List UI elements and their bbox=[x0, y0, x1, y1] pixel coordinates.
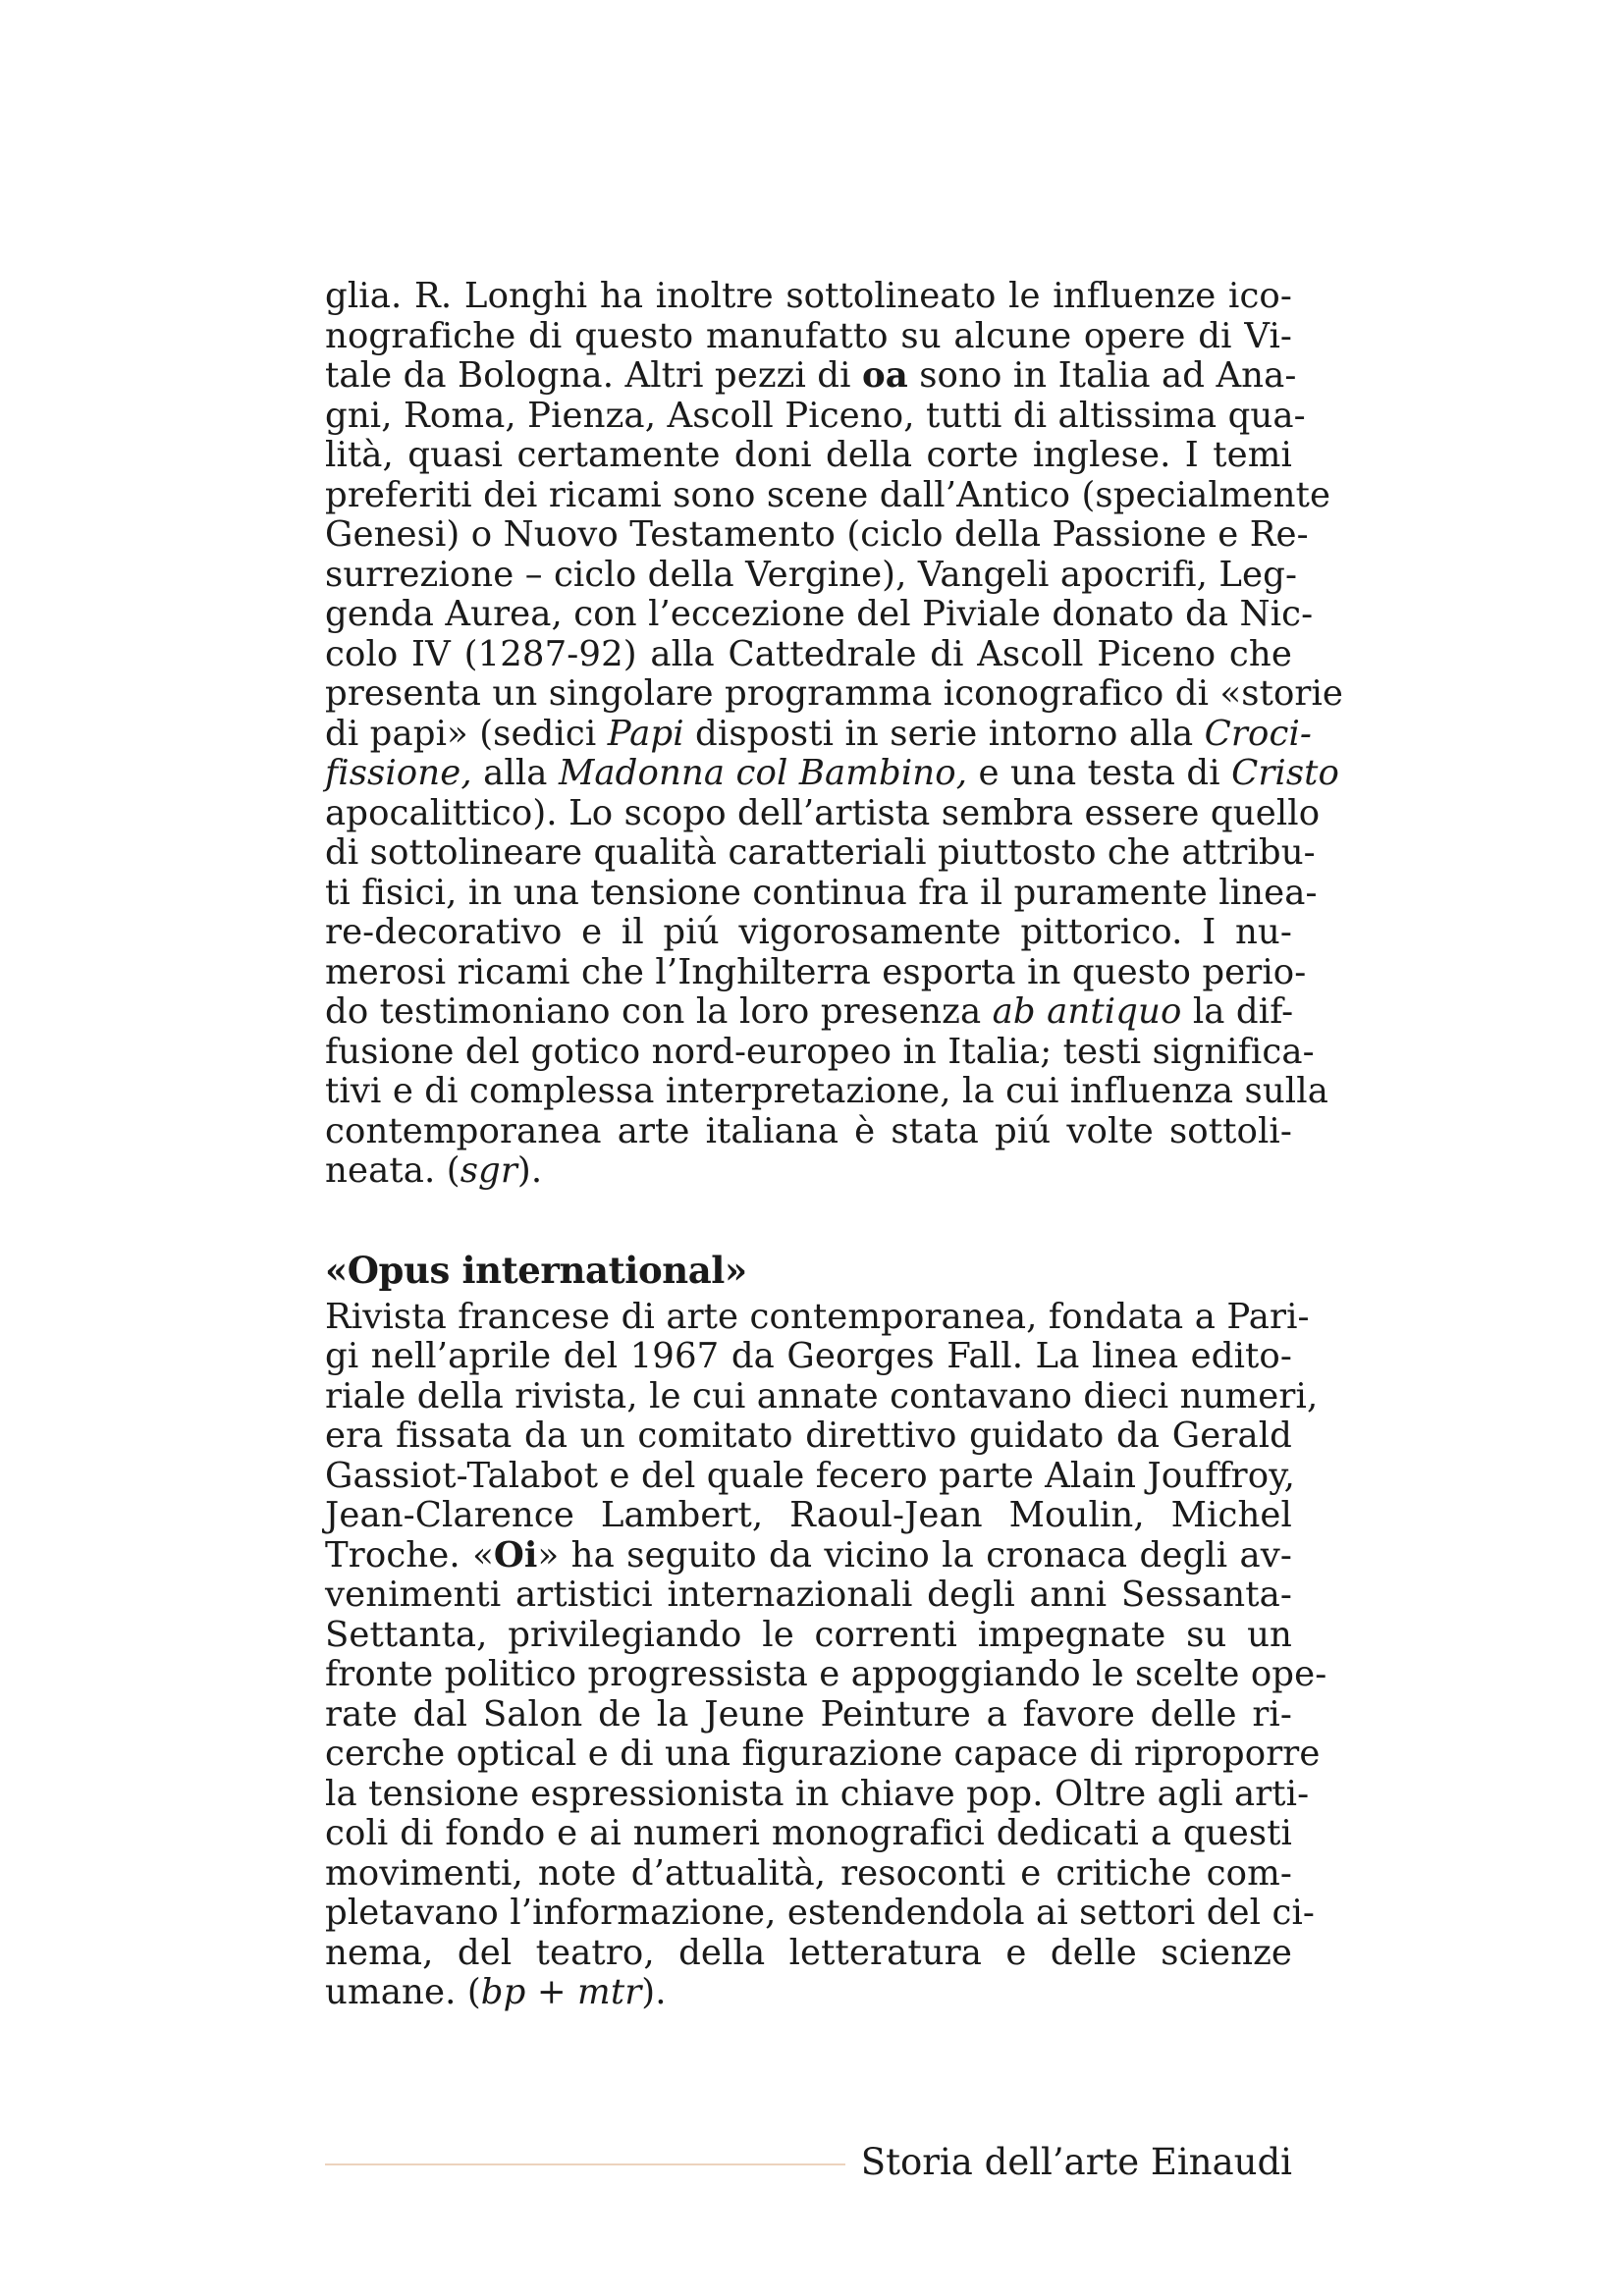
text-line: apocalittico). Lo scopo dell’artista sembra essere quello bbox=[325, 792, 1321, 833]
text-line: la tensione espressionista in chiave pop. Oltre agli arti- bbox=[325, 1773, 1310, 1814]
italic-text: fissione, bbox=[325, 753, 472, 793]
text-line: movimenti, note d’attualità, resoconti e critiche com- bbox=[325, 1852, 1292, 1894]
text-line: glia. R. Longhi ha inoltre sottolineato le influenze ico- bbox=[325, 276, 1292, 316]
italic-text: Madonna col Bambino, bbox=[558, 753, 968, 793]
entry-title: «Opus international» bbox=[325, 1248, 747, 1292]
text-line: era fissata da un comitato direttivo guidato da Gerald bbox=[325, 1415, 1292, 1456]
text-line: tivi e di complessa interpretazione, la cui influenza sulla bbox=[325, 1071, 1328, 1111]
text-line: merosi ricami che l’Inghilterra esporta in questo perio- bbox=[325, 951, 1307, 992]
italic-text: Papi bbox=[607, 713, 684, 754]
page-body bbox=[325, 276, 1344, 2013]
text-line: fissione, alla Madonna col Bambino, e una testa di Cristo bbox=[325, 753, 1340, 793]
text-line: Gassiot-Talabot e del quale fecero parte Alain Jouffroy, bbox=[325, 1455, 1296, 1496]
text-line: Jean-Clarence Lambert, Raoul-Jean Moulin, Michel bbox=[325, 1495, 1292, 1535]
text-line: coli di fondo e ai numeri monografici dedicati a questi bbox=[325, 1813, 1292, 1853]
text-line: gni, Roma, Pienza, Ascoll Piceno, tutti di altissima qua- bbox=[325, 395, 1306, 436]
text-line: di sottolineare qualità caratteriali piuttosto che attribu- bbox=[325, 832, 1316, 873]
text-line: surrezione – ciclo della Vergine), Vangeli apocrifi, Leg- bbox=[325, 554, 1298, 595]
text-line: fusione del gotico nord-europeo in Italia; testi significa- bbox=[325, 1031, 1315, 1072]
text-line: re-decorativo e il piú vigorosamente pittorico. I nu- bbox=[325, 912, 1292, 952]
text-line: rate dal Salon de la Jeune Peinture a favore delle ri- bbox=[325, 1693, 1292, 1735]
text-line: do testimoniano con la loro presenza ab antiquo la dif- bbox=[325, 991, 1294, 1032]
text-line: Troche. «Oi» ha seguito da vicino la cronaca degli av- bbox=[325, 1534, 1292, 1575]
text-line: Genesi) o Nuovo Testamento (ciclo della Passione e Re- bbox=[325, 514, 1309, 555]
page-footer bbox=[325, 2138, 1292, 2187]
bold-abbreviation: Oi bbox=[493, 1534, 538, 1575]
text-line: preferiti dei ricami sono scene dall’Antico (specialmente bbox=[325, 474, 1331, 515]
text-line: venimenti artistici internazionali degli anni Sessanta- bbox=[325, 1575, 1292, 1615]
italic-text: ab antiquo bbox=[992, 991, 1182, 1032]
text-line: Rivista francese di arte contemporanea, fondata a Pari- bbox=[325, 1296, 1310, 1337]
italic-text: Cristo bbox=[1231, 753, 1340, 793]
text-line: Settanta, privilegiando le correnti impegnate su un bbox=[325, 1614, 1292, 1655]
text-line: ti fisici, in una tensione continua fra il puramente linea- bbox=[325, 872, 1318, 913]
text-line: fronte politico progressista e appoggiando le scelte ope- bbox=[325, 1654, 1327, 1694]
text-line: di papi» (sedici Papi disposti in serie intorno alla Croci- bbox=[325, 713, 1313, 754]
bold-abbreviation: oa bbox=[861, 355, 908, 396]
text-line: tale da Bologna. Altri pezzi di oa sono in Italia ad Ana- bbox=[325, 355, 1297, 396]
text-line: pletavano l’informazione, estendendola ai settori del ci- bbox=[325, 1893, 1316, 1933]
text-line: presenta un singolare programma iconografico di «storie bbox=[325, 673, 1344, 714]
text-line: gi nell’aprile del 1967 da Georges Fall. La linea edito- bbox=[325, 1336, 1292, 1376]
text-line: colo IV (1287-92) alla Cattedrale di Ascoll Piceno che bbox=[325, 633, 1292, 674]
italic-text: Croci- bbox=[1204, 713, 1313, 754]
text-line: nografiche di questo manufatto su alcune opere di Vi- bbox=[325, 315, 1292, 356]
footer-rule bbox=[325, 2163, 845, 2165]
italic-text: sgr bbox=[460, 1150, 517, 1191]
text-line: nema, del teatro, della letteratura e delle scienze bbox=[325, 1932, 1292, 1973]
text-line: genda Aurea, con l’eccezione del Piviale donato da Nic- bbox=[325, 594, 1314, 634]
text-line: contemporanea arte italiana è stata piú volte sottoli- bbox=[325, 1110, 1292, 1151]
text-line: lità, quasi certamente doni della corte inglese. I temi bbox=[325, 435, 1292, 475]
text-line: riale della rivista, le cui annate contavano dieci numeri, bbox=[325, 1375, 1319, 1416]
entry-continuation-text bbox=[325, 276, 1344, 1192]
footer-publisher-text: Storia dell’arte Einaudi bbox=[860, 2141, 1292, 2183]
text-line: umane. (bp + mtr). bbox=[325, 1972, 667, 2012]
entry-body-text bbox=[325, 1296, 1327, 2013]
text-line: cerche optical e di una figurazione capace di riproporre bbox=[325, 1734, 1321, 1774]
italic-text: bp + mtr bbox=[480, 1972, 642, 2012]
text-line: neata. (sgr). bbox=[325, 1150, 543, 1191]
